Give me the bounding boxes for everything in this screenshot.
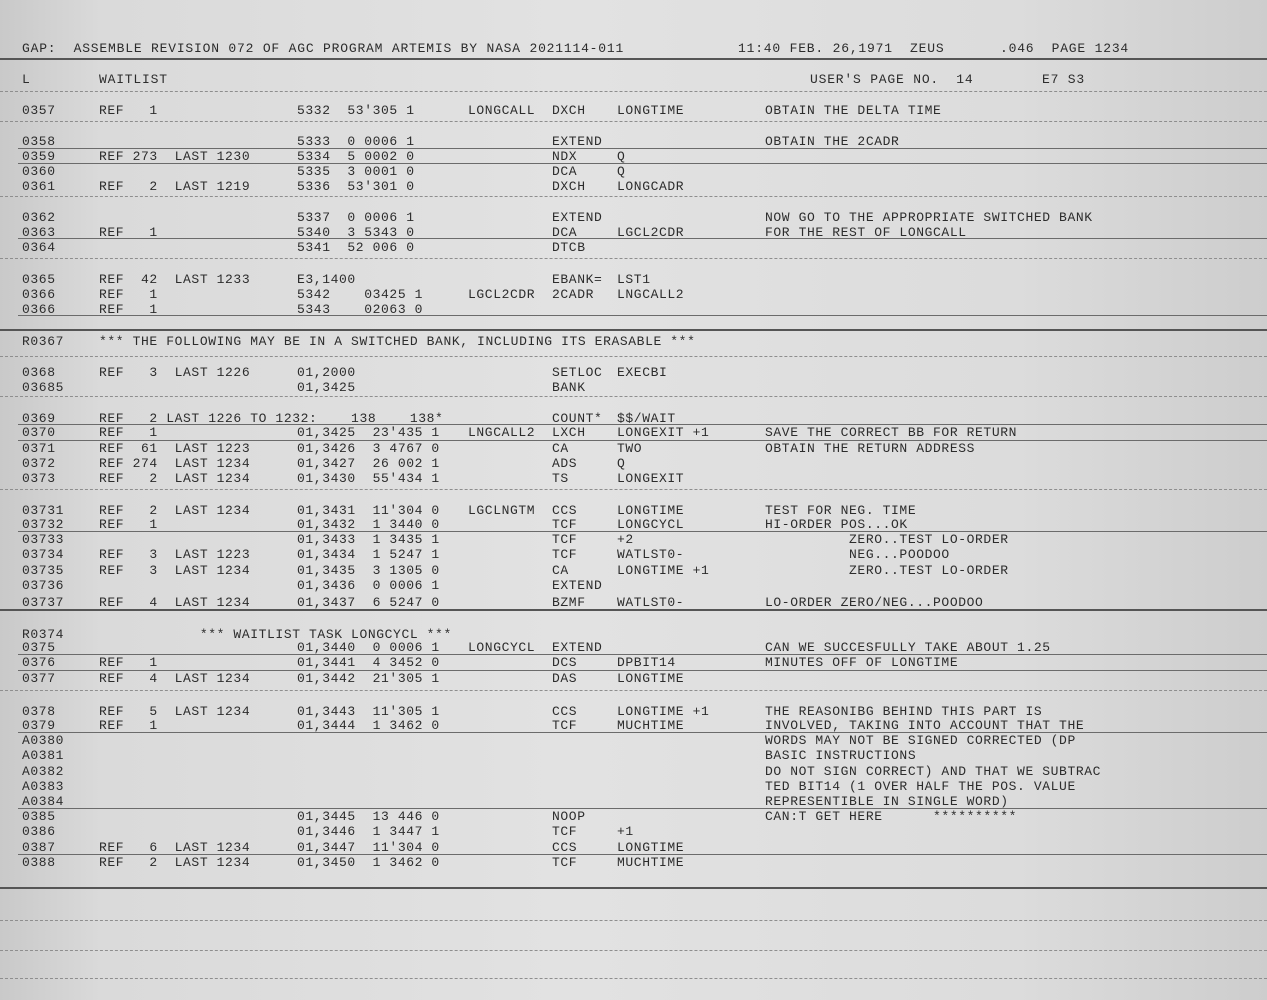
listing-c0: 0377 — [22, 671, 56, 686]
listing-line — [0, 164, 1267, 179]
listing-c1: REF 61 LAST 1223 — [99, 441, 251, 456]
listing-c5: +2 — [617, 532, 634, 547]
listing-c4: TS — [552, 471, 569, 486]
listing-c0: 0372 — [22, 456, 56, 471]
listing-c0: 0370 — [22, 425, 56, 440]
listing-c0: 0365 — [22, 272, 56, 287]
listing-c1: REF 2 LAST 1226 TO 1232: 138 138* — [99, 411, 444, 426]
listing-line — [0, 764, 1267, 779]
listing-line — [0, 779, 1267, 794]
paper-rule — [0, 609, 1267, 611]
listing-c0: 0361 — [22, 179, 56, 194]
listing-c3: LONGCYCL — [468, 640, 536, 655]
listing-c0: 0375 — [22, 640, 56, 655]
listing-c4: DXCH — [552, 179, 586, 194]
listing-c1: REF 6 LAST 1234 — [99, 840, 251, 855]
listing-line — [0, 456, 1267, 471]
listing-c5: Q — [617, 164, 626, 179]
listing-c2: 01,2000 — [297, 365, 356, 380]
listing-c4: TCF — [552, 547, 578, 562]
paper-rule — [0, 978, 1267, 979]
listing-c5: Q — [617, 456, 626, 471]
listing-c5: LONGTIME +1 — [617, 704, 710, 719]
listing-c4: CCS — [552, 840, 578, 855]
listing-c2: 5335 3 0001 0 — [297, 164, 415, 179]
listing-line — [0, 655, 1267, 670]
listing-c2: 01,3436 0 0006 1 — [297, 578, 440, 593]
listing-line — [0, 380, 1267, 395]
listing-c5: Q — [617, 149, 626, 164]
page-subheader — [0, 72, 1267, 87]
listing-c4: COUNT* — [552, 411, 603, 426]
listing-c2: 01,3430 55'434 1 — [297, 471, 440, 486]
listing-c0: 03735 — [22, 563, 65, 578]
paper-rule — [0, 950, 1267, 951]
listing-line — [0, 471, 1267, 486]
listing-c0: A0381 — [22, 748, 65, 763]
listing-c6: OBTAIN THE DELTA TIME — [765, 103, 942, 118]
listing-line — [0, 365, 1267, 380]
listing-c5: MUCHTIME — [617, 855, 685, 870]
listing-c4: DTCB — [552, 240, 586, 255]
listing-c2: 01,3425 23'435 1 — [297, 425, 440, 440]
listing-c0: 0369 — [22, 411, 56, 426]
paper-rule — [0, 329, 1267, 331]
paper-rule — [0, 196, 1267, 197]
listing-c5: WATLST0- — [617, 547, 685, 562]
listing-c1: REF 3 LAST 1234 — [99, 563, 251, 578]
listing-c4: BZMF — [552, 595, 586, 610]
listing-c2: 01,3434 1 5247 1 — [297, 547, 440, 562]
listing-c0: 0385 — [22, 809, 56, 824]
paper-rule — [18, 315, 1267, 316]
listing-c6: CAN:T GET HERE ********** — [765, 809, 1018, 824]
listing-line — [0, 704, 1267, 719]
listing-c6: REPRESENTIBLE IN SINGLE WORD) — [765, 794, 1009, 809]
listing-line — [0, 287, 1267, 302]
listing-line — [0, 149, 1267, 164]
listing-line — [0, 425, 1267, 440]
listing-c1: REF 274 LAST 1234 — [99, 456, 251, 471]
listing-c4: TCF — [552, 824, 578, 839]
listing-c1: REF 1 — [99, 517, 158, 532]
listing-line — [0, 640, 1267, 655]
paper-rule — [18, 670, 1267, 671]
listing-line — [0, 733, 1267, 748]
listing-c0: 0366 — [22, 302, 56, 317]
listing-c4: ADS — [552, 456, 578, 471]
listing-line — [0, 748, 1267, 763]
listing-c5: LONGEXIT — [617, 471, 685, 486]
listing-line — [0, 517, 1267, 532]
paper-rule — [0, 91, 1267, 92]
listing-c2: 5333 0 0006 1 — [297, 134, 415, 149]
listing-line — [0, 578, 1267, 593]
listing-c0: 0359 — [22, 149, 56, 164]
paper-rule — [0, 489, 1267, 490]
listing-c3: LONGCALL — [468, 103, 536, 118]
listing-c5: LONGTIME — [617, 103, 685, 118]
listing-c2: 01,3437 6 5247 0 — [297, 595, 440, 610]
listing-c5: LONGEXIT +1 — [617, 425, 710, 440]
listing-c2: 5337 0 0006 1 — [297, 210, 415, 225]
listing-c6: DO NOT SIGN CORRECT) AND THAT WE SUBTRAC — [765, 764, 1102, 779]
listing-line — [0, 718, 1267, 733]
listing-c0: 0358 — [22, 134, 56, 149]
listing-c3: LNGCALL2 — [468, 425, 536, 440]
listing-line — [0, 272, 1267, 287]
listing-c1: REF 2 LAST 1234 — [99, 471, 251, 486]
header-page: .046 PAGE 1234 — [1000, 41, 1130, 56]
paper-rule — [0, 887, 1267, 889]
listing-line — [0, 671, 1267, 686]
listing-c0: 0373 — [22, 471, 56, 486]
listing-c2: 01,3433 1 3435 1 — [297, 532, 440, 547]
listing-c6: TED BIT14 (1 OVER HALF THE POS. VALUE — [765, 779, 1076, 794]
listing-c1: REF 42 LAST 1233 — [99, 272, 251, 287]
listing-c6: TEST FOR NEG. TIME — [765, 503, 917, 518]
listing-c4: 2CADR — [552, 287, 595, 302]
listing-c0: 0371 — [22, 441, 56, 456]
listing-c1: REF 3 LAST 1226 — [99, 365, 251, 380]
listing-c1: REF 1 — [99, 225, 158, 240]
listing-c1: REF 2 LAST 1234 — [99, 503, 251, 518]
listing-c4: DAS — [552, 671, 578, 686]
listing-c6: ZERO..TEST LO-ORDER — [765, 563, 1009, 578]
listing-c2: E3,1400 — [297, 272, 356, 287]
paper-rule — [18, 654, 1267, 655]
listing-c2: 01,3445 13 446 0 — [297, 809, 440, 824]
listing-c2: 01,3432 1 3440 0 — [297, 517, 440, 532]
listing-c1: REF 5 LAST 1234 — [99, 704, 251, 719]
paper-rule — [0, 356, 1267, 357]
listing-tag: E7 S3 — [1042, 72, 1086, 87]
listing-c2: 5341 52 006 0 — [297, 240, 415, 255]
listing-c6: WORDS MAY NOT BE SIGNED CORRECTED (DP — [765, 733, 1076, 748]
listing-c5: LST1 — [617, 272, 651, 287]
listing-c0: A0383 — [22, 779, 65, 794]
listing-c1: *** THE FOLLOWING MAY BE IN A SWITCHED BANK, INCLUDING ITS ERASABLE *** — [99, 334, 696, 349]
listing-c4: CCS — [552, 704, 578, 719]
listing-c4: EXTEND — [552, 640, 603, 655]
paper-rule — [0, 690, 1267, 691]
listing-c2: 01,3431 11'304 0 — [297, 503, 440, 518]
listing-line — [0, 595, 1267, 610]
listing-line — [0, 809, 1267, 824]
listing-c6: HI-ORDER POS...OK — [765, 517, 908, 532]
listing-c4: LXCH — [552, 425, 586, 440]
listing-c2: 5334 5 0002 0 — [297, 149, 415, 164]
listing-c1: REF 3 LAST 1223 — [99, 547, 251, 562]
listing-c5: LGCL2CDR — [617, 225, 685, 240]
paper-rule — [18, 148, 1267, 149]
listing-c2: 01,3440 0 0006 1 — [297, 640, 440, 655]
listing-c1: REF 1 — [99, 718, 158, 733]
listing-line — [0, 179, 1267, 194]
users-page: USER'S PAGE NO. 14 — [810, 72, 974, 87]
listing-c0: 0362 — [22, 210, 56, 225]
listing-c6: ZERO..TEST LO-ORDER — [765, 532, 1009, 547]
listing-c5: LONGTIME — [617, 503, 685, 518]
listing-c0: 03731 — [22, 503, 65, 518]
listing-c4: TCF — [552, 855, 578, 870]
listing-line — [0, 824, 1267, 839]
listing-c3: LGCLNGTM — [468, 503, 536, 518]
listing-c5: LONGCYCL — [617, 517, 685, 532]
header-title: GAP: ASSEMBLE REVISION 072 OF AGC PROGRAM ARTEMIS BY NASA 2021114-011 — [22, 41, 625, 56]
listing-line — [0, 240, 1267, 255]
listing-c0: R0367 — [22, 334, 65, 349]
listing-c0: 0366 — [22, 287, 56, 302]
paper-rule — [0, 920, 1267, 921]
listing-c5: $$/WAIT — [617, 411, 676, 426]
listing-c6: MINUTES OFF OF LONGTIME — [765, 655, 959, 670]
listing-c2: 01,3450 1 3462 0 — [297, 855, 440, 870]
listing-c6: FOR THE REST OF LONGCALL — [765, 225, 967, 240]
listing-c0: A0382 — [22, 764, 65, 779]
listing-line — [0, 794, 1267, 809]
listing-c5: LNGCALL2 — [617, 287, 685, 302]
listing-c4: TCF — [552, 718, 578, 733]
listing-c2: 01,3425 — [297, 380, 356, 395]
listing-line — [0, 547, 1267, 562]
paper-rule — [0, 58, 1267, 60]
listing-c2: 01,3427 26 002 1 — [297, 456, 440, 471]
listing-c4: CCS — [552, 503, 578, 518]
listing-c4: SETLOC — [552, 365, 603, 380]
listing-c2: 01,3446 1 3447 1 — [297, 824, 440, 839]
listing-c5: MUCHTIME — [617, 718, 685, 733]
listing-c6: NOW GO TO THE APPROPRIATE SWITCHED BANK — [765, 210, 1093, 225]
listing-c0: 03734 — [22, 547, 65, 562]
listing-c2: 01,3426 3 4767 0 — [297, 441, 440, 456]
listing-c0: 03736 — [22, 578, 65, 593]
listing-c6: NEG...POODOO — [765, 547, 950, 562]
listing-line — [0, 855, 1267, 870]
listing-c5: WATLST0- — [617, 595, 685, 610]
listing-c6: INVOLVED, TAKING INTO ACCOUNT THAT THE — [765, 718, 1085, 733]
listing-c4: EXTEND — [552, 134, 603, 149]
listing-c5: LONGTIME — [617, 840, 685, 855]
listing-c4: EBANK= — [552, 272, 603, 287]
listing-line — [0, 103, 1267, 118]
listing-c1: REF 1 — [99, 287, 158, 302]
listing-c5: LONGCADR — [617, 179, 685, 194]
listing-c1: REF 1 — [99, 425, 158, 440]
paper-rule — [18, 238, 1267, 239]
listing-line — [0, 563, 1267, 578]
listing-c6: LO-ORDER ZERO/NEG...POODOO — [765, 595, 984, 610]
listing-c0: 0363 — [22, 225, 56, 240]
listing-c1: *** WAITLIST TASK LONGCYCL *** — [99, 627, 452, 642]
listing-c1: REF 2 LAST 1219 — [99, 179, 251, 194]
listing-line — [0, 210, 1267, 225]
listing-c1: REF 4 LAST 1234 — [99, 671, 251, 686]
listing-line — [0, 134, 1267, 149]
listing-c0: 03737 — [22, 595, 65, 610]
listing-c0: A0380 — [22, 733, 65, 748]
listing-c6: SAVE THE CORRECT BB FOR RETURN — [765, 425, 1018, 440]
listing-c1: REF 1 — [99, 103, 158, 118]
listing-c4: TCF — [552, 517, 578, 532]
listing-c5: EXECBI — [617, 365, 668, 380]
listing-c0: 0368 — [22, 365, 56, 380]
listing-c6: OBTAIN THE 2CADR — [765, 134, 900, 149]
listing-c1: REF 1 — [99, 655, 158, 670]
listing-c3: LGCL2CDR — [468, 287, 536, 302]
listing-c5: LONGTIME — [617, 671, 685, 686]
subheader-col: L — [22, 72, 31, 87]
listing-c0: 0378 — [22, 704, 56, 719]
paper-rule — [18, 424, 1267, 425]
listing-c6: OBTAIN THE RETURN ADDRESS — [765, 441, 976, 456]
listing-c4: DCA — [552, 164, 578, 179]
listing-c4: DXCH — [552, 103, 586, 118]
listing-c1: REF 4 LAST 1234 — [99, 595, 251, 610]
listing-c0: 03685 — [22, 380, 65, 395]
listing-c0: 0357 — [22, 103, 56, 118]
listing-c0: 0360 — [22, 164, 56, 179]
paper-rule — [0, 396, 1267, 397]
listing-c4: DCS — [552, 655, 578, 670]
listing-c6: BASIC INSTRUCTIONS — [765, 748, 917, 763]
listing-c2: 01,3435 3 1305 0 — [297, 563, 440, 578]
listing-c4: CA — [552, 563, 569, 578]
listing-c4: EXTEND — [552, 578, 603, 593]
paper-rule — [18, 854, 1267, 855]
listing-line — [0, 441, 1267, 456]
paper-rule — [18, 732, 1267, 733]
listing-c4: CA — [552, 441, 569, 456]
listing-c0: 03732 — [22, 517, 65, 532]
paper-rule — [18, 440, 1267, 441]
listing-c0: 0388 — [22, 855, 56, 870]
listing-line — [0, 532, 1267, 547]
listing-c6: CAN WE SUCCESFULLY TAKE ABOUT 1.25 — [765, 640, 1051, 655]
listing-c0: 03733 — [22, 532, 65, 547]
listing-c4: NOOP — [552, 809, 586, 824]
listing-c2: 01,3442 21'305 1 — [297, 671, 440, 686]
listing-c0: 0376 — [22, 655, 56, 670]
listing-c0: 0364 — [22, 240, 56, 255]
header-time: 11:40 FEB. 26,1971 ZEUS — [738, 41, 945, 56]
listing-c1: REF 273 LAST 1230 — [99, 149, 251, 164]
listing-c0: 0387 — [22, 840, 56, 855]
listing-c0: 0379 — [22, 718, 56, 733]
listing-c4: EXTEND — [552, 210, 603, 225]
listing-c2: 01,3443 11'305 1 — [297, 704, 440, 719]
listing-c5: TWO — [617, 441, 643, 456]
listing-c4: NDX — [552, 149, 578, 164]
paper-rule — [18, 531, 1267, 532]
paper-rule — [0, 258, 1267, 259]
listing-c4: DCA — [552, 225, 578, 240]
listing-name: WAITLIST — [99, 72, 168, 87]
listing-c2: 5332 53'305 1 — [297, 103, 415, 118]
listing-line — [0, 334, 1267, 349]
listing-c0: 0386 — [22, 824, 56, 839]
listing-c4: TCF — [552, 532, 578, 547]
listing-c2: 5342 03425 1 — [297, 287, 424, 302]
listing-c2: 5340 3 5343 0 — [297, 225, 415, 240]
listing-c0: A0384 — [22, 794, 65, 809]
listing-c2: 01,3441 4 3452 0 — [297, 655, 440, 670]
listing-c5: LONGTIME +1 — [617, 563, 710, 578]
listing-c1: REF 1 — [99, 302, 158, 317]
listing-c5: +1 — [617, 824, 634, 839]
listing-c2: 5343 02063 0 — [297, 302, 424, 317]
paper-rule — [0, 121, 1267, 122]
listing-c2: 01,3444 1 3462 0 — [297, 718, 440, 733]
listing-c1: REF 2 LAST 1234 — [99, 855, 251, 870]
page-header — [0, 41, 1267, 56]
listing-c0: R0374 — [22, 627, 65, 642]
listing-c2: 5336 53'301 0 — [297, 179, 415, 194]
paper-rule — [18, 808, 1267, 809]
listing-line — [0, 840, 1267, 855]
listing-line — [0, 503, 1267, 518]
listing-c6: THE REASONIBG BEHIND THIS PART IS — [765, 704, 1043, 719]
listing-c5: DPBIT14 — [617, 655, 676, 670]
listing-c4: BANK — [552, 380, 586, 395]
listing-c2: 01,3447 11'304 0 — [297, 840, 440, 855]
paper-rule — [18, 163, 1267, 164]
